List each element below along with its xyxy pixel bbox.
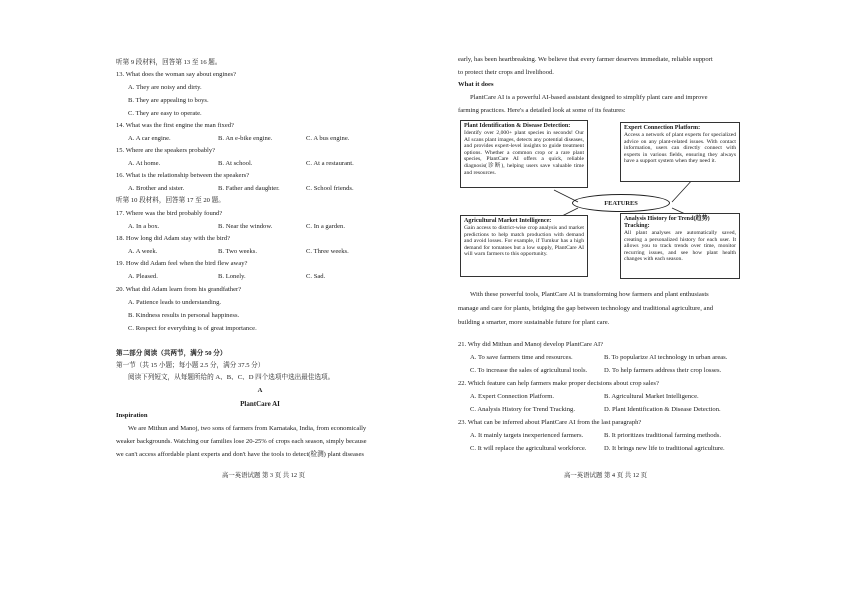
feature-body-analysis-history: All plant analyses are automatically saved, creating a personalized history for each user. It allows you to track trends over time, monitor recurring issues, and see how plant health changes with each season. [624, 230, 736, 263]
feature-title-market-intelligence: Agricultural Market Intelligence: [464, 218, 552, 224]
q17-option-c: C. In a garden. [306, 223, 345, 230]
q19-option-c: C. Sad. [306, 273, 326, 280]
question-18: 18. How long did Adam stay with the bird? [116, 235, 231, 242]
q18-option-a: A. A week. [128, 248, 158, 255]
q21-option-a: A. To save farmers time and resources. [470, 354, 573, 361]
q20-option-c: C. Respect for everything is of great importance. [128, 325, 257, 332]
listening-instruction-10: 听第 10 段材料，回答第 17 至 20 题。 [116, 197, 225, 204]
q13-option-a: A. They are noisy and dirty. [128, 84, 202, 91]
what-it-does-heading: What it does [458, 81, 494, 88]
q14-option-c: C. A bus engine. [306, 135, 350, 142]
after-line-1: With these powerful tools, PlantCare AI is transforming how farmers and plant enthusiasts [470, 291, 709, 298]
q15-option-b: B. At school. [218, 160, 253, 167]
what-line-1: PlantCare AI is a powerful AI-based assistant designed to simplify plant care and improve [470, 94, 708, 101]
q13-option-c: C. They are easy to operate. [128, 110, 202, 117]
section-one-heading: 第一节（共 15 小题；每小题 2.5 分，满分 37.5 分） [116, 362, 265, 369]
left-page [0, 0, 430, 608]
question-16: 16. What is the relationship between the speakers? [116, 172, 250, 179]
inspiration-line-1: We are Mithun and Manoj, two sons of farmers from Karnataka, India, from economically [128, 425, 367, 432]
after-line-2: manage and care for plants, bridging the gap between technology and traditional agriculture, and [458, 305, 714, 312]
feature-box-expert-connection [620, 122, 740, 182]
page-footer-right: 高一英语试题 第 4 页 共 12 页 [564, 472, 648, 479]
question-19: 19. How did Adam feel when the bird flew away? [116, 260, 248, 267]
q17-option-a: A. In a box. [128, 223, 160, 230]
q23-option-a: A. It mainly targets inexperienced farmers. [470, 432, 584, 439]
q23-option-d: D. It brings new life to traditional agriculture. [604, 445, 725, 452]
feature-title-expert-connection: Expert Connection Platform: [624, 125, 701, 131]
q22-option-d: D. Plant Identification & Disease Detection. [604, 406, 721, 413]
q15-option-a: A. At home. [128, 160, 161, 167]
reading-instruction: 阅读下列短文，从每题所给的 A、B、C、D 四个选项中选出最佳选项。 [128, 374, 335, 381]
continuation-line-2: to protect their crops and livelihood. [458, 69, 554, 76]
page-footer-left: 高一英语试题 第 3 页 共 12 页 [222, 472, 306, 479]
q15-option-c: C. At a restaurant. [306, 160, 354, 167]
what-line-2: farming practices. Here's a detailed look at some of its features: [458, 107, 626, 114]
inspiration-heading: Inspiration [116, 412, 148, 419]
continuation-line-1: early, has been heartbreaking. We believe that every farmer deserves immediate, reliable support [458, 56, 713, 63]
feature-body-plant-identification: Identify over 2,000+ plant species in seconds! Our AI scans plant images, detects any potential diseases, and provides expert-level insights to guide treatment options. Whether a common crop or a rare plant species, PlantCare AI offers a quick, reliable diagnosis(诊断), helping users save valuable time and resources. [464, 130, 584, 176]
right-page [430, 0, 861, 608]
feature-box-analysis-history [620, 213, 740, 279]
q18-option-b: B. Two weeks. [218, 248, 257, 255]
features-label: FEATURES [572, 194, 670, 212]
question-22: 22. Which feature can help farmers make proper decisions about crop sales? [458, 380, 659, 387]
question-13: 13. What does the woman say about engines? [116, 71, 237, 78]
q22-option-c: C. Analysis History for Trend Tracking. [470, 406, 575, 413]
q22-option-b: B. Agricultural Market Intelligence. [604, 393, 699, 400]
q19-option-b: B. Lonely. [218, 273, 246, 280]
q20-option-b: B. Kindness results in personal happiness. [128, 312, 240, 319]
feature-box-plant-identification [460, 120, 588, 188]
q23-option-b: B. It prioritizes traditional farming methods. [604, 432, 722, 439]
q21-option-b: B. To popularize AI technology in urban areas. [604, 354, 728, 361]
inspiration-line-2: weaker backgrounds. Watching our families lose 20-25% of crops each season, simply because [116, 438, 367, 445]
question-20: 20. What did Adam learn from his grandfather? [116, 286, 242, 293]
question-15: 15. Where are the speakers probably? [116, 147, 216, 154]
part-two-heading: 第二部分 阅读（共两节，满分 50 分） [116, 350, 227, 357]
q19-option-a: A. Pleased. [128, 273, 158, 280]
question-21: 21. Why did Mithun and Manoj develop PlantCare AI? [458, 341, 604, 348]
q16-option-b: B. Father and daughter. [218, 185, 280, 192]
q14-option-a: A. A car engine. [128, 135, 171, 142]
feature-title-analysis-history: Analysis History for Trend(趋势) Tracking: [624, 216, 710, 229]
feature-box-market-intelligence [460, 215, 588, 277]
passage-letter: A [257, 387, 263, 394]
q21-option-c: C. To increase the sales of agricultural tools. [470, 367, 588, 374]
q23-option-c: C. It will replace the agricultural workforce. [470, 445, 587, 452]
question-23: 23. What can be inferred about PlantCare AI from the last paragraph? [458, 419, 642, 426]
question-14: 14. What was the first engine the man fixed? [116, 122, 234, 129]
feature-body-market-intelligence: Gain access to district-wise crop analysis and market predictions to help match production with demand and avoid losses. For example, if Tumkur has a high demand for tomatoes but a low supply, PlantCare AI will warn farmers to this opportunity. [464, 225, 584, 258]
after-line-3: building a smarter, more sustainable future for plant care. [458, 319, 610, 326]
q22-option-a: A. Expert Connection Platform. [470, 393, 555, 400]
feature-title-plant-identification: Plant Identification & Disease Detection: [464, 123, 571, 129]
passage-title: PlantCare AI [240, 400, 280, 408]
q17-option-b: B. Near the window. [218, 223, 273, 230]
feature-body-expert-connection: Access a network of plant experts for specialized advice on any plant-related issues. With contact information, users can directly connect with experts in various fields, ensuring they always have a support system when they need it. [624, 132, 736, 165]
q18-option-c: C. Three weeks. [306, 248, 349, 255]
q14-option-b: B. An e-bike engine. [218, 135, 273, 142]
q16-option-a: A. Brother and sister. [128, 185, 185, 192]
question-17: 17. Where was the bird probably found? [116, 210, 223, 217]
q20-option-a: A. Patience leads to understanding. [128, 299, 222, 306]
listening-instruction-9: 听第 9 段材料，回答第 13 至 16 题。 [116, 59, 222, 66]
inspiration-line-3: we can't access affordable plant experts and don't have the tools to detect(检测) plant diseases [116, 451, 364, 458]
q16-option-c: C. School friends. [306, 185, 354, 192]
q21-option-d: D. To help farmers address their crop losses. [604, 367, 722, 374]
q13-option-b: B. They are appealing to boys. [128, 97, 209, 104]
